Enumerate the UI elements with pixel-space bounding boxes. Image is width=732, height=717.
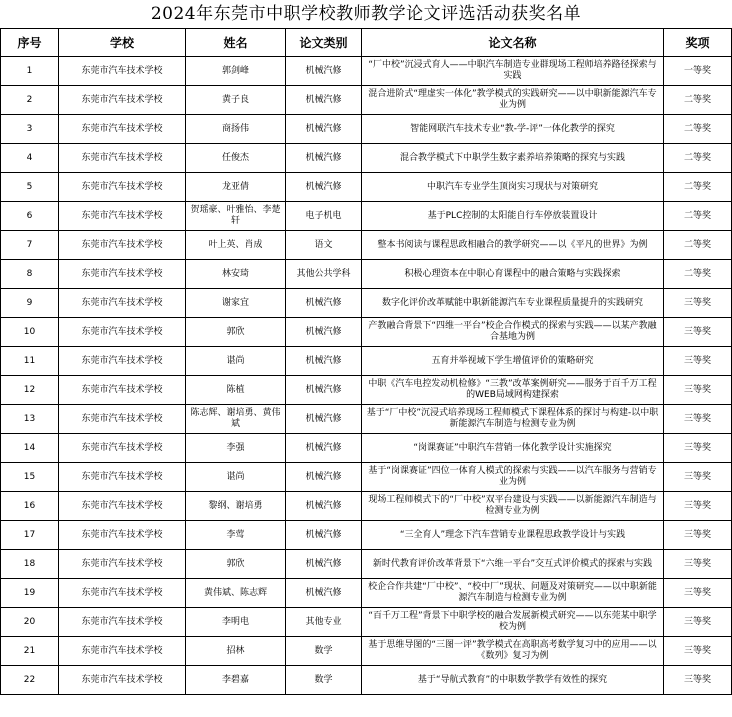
cell-no: 16 (1, 492, 59, 521)
table-row (1, 173, 732, 202)
cell-name: 龙亚倩 (186, 173, 286, 202)
cell-school: 东莞市汽车技术学校 (59, 231, 186, 260)
cell-no: 14 (1, 434, 59, 463)
cell-school: 东莞市汽车技术学校 (59, 608, 186, 637)
header-no: 序号 (1, 29, 59, 57)
cell-paper: “岗课赛证”中职汽车营销一体化教学设计实施探究 (362, 434, 664, 463)
cell-award: 三等奖 (664, 666, 732, 695)
table-header-row (1, 29, 732, 57)
cell-award: 三等奖 (664, 289, 732, 318)
cell-paper: 校企合作共建“厂中校”、“校中厂”现状、问题及对策研究——以中职新能源汽车制造与检测专业为例 (362, 579, 664, 608)
cell-no: 19 (1, 579, 59, 608)
cell-award: 二等奖 (664, 260, 732, 289)
cell-school: 东莞市汽车技术学校 (59, 57, 186, 86)
cell-paper: 现场工程师模式下的“厂中校”双平台建设与实践——以新能源汽车制造与检测专业为例 (362, 492, 664, 521)
table-row (1, 666, 732, 695)
cell-no: 9 (1, 289, 59, 318)
cell-category: 其他专业 (286, 608, 362, 637)
cell-name: 李莺 (186, 521, 286, 550)
table-row (1, 260, 732, 289)
cell-school: 东莞市汽车技术学校 (59, 637, 186, 666)
cell-school: 东莞市汽车技术学校 (59, 463, 186, 492)
cell-category: 机械汽修 (286, 463, 362, 492)
cell-award: 三等奖 (664, 347, 732, 376)
cell-school: 东莞市汽车技术学校 (59, 492, 186, 521)
cell-award: 三等奖 (664, 579, 732, 608)
cell-category: 数学 (286, 637, 362, 666)
cell-paper: 混合教学模式下中职学生数字素养培养策略的探究与实践 (362, 144, 664, 173)
cell-category: 数学 (286, 666, 362, 695)
cell-paper: 产教融合背景下“四维一平台”校企合作模式的探索与实践——以某产教融合基地为例 (362, 318, 664, 347)
table-row (1, 492, 732, 521)
cell-paper: 基于“厂中校”沉浸式培养现场工程师模式下课程体系的探讨与构建-以中职新能源汽车制造与检测专业为例 (362, 405, 664, 434)
cell-award: 二等奖 (664, 231, 732, 260)
cell-no: 10 (1, 318, 59, 347)
cell-no: 22 (1, 666, 59, 695)
header-award: 奖项 (664, 29, 732, 57)
cell-paper: 中职汽车专业学生顶岗实习现状与对策研究 (362, 173, 664, 202)
table-row (1, 463, 732, 492)
cell-award: 三等奖 (664, 376, 732, 405)
cell-category: 机械汽修 (286, 434, 362, 463)
cell-name: 黄伟斌、陈志辉 (186, 579, 286, 608)
cell-paper: 数字化评价改革赋能中职新能源汽车专业课程质量提升的实践研究 (362, 289, 664, 318)
table-row (1, 521, 732, 550)
header-paper: 论文名称 (362, 29, 664, 57)
cell-no: 20 (1, 608, 59, 637)
cell-name: 陈植 (186, 376, 286, 405)
cell-no: 5 (1, 173, 59, 202)
cell-award: 二等奖 (664, 202, 732, 231)
cell-no: 6 (1, 202, 59, 231)
cell-paper: 积极心理资本在中职心育课程中的融合策略与实践探索 (362, 260, 664, 289)
table-row (1, 318, 732, 347)
cell-school: 东莞市汽车技术学校 (59, 405, 186, 434)
cell-award: 二等奖 (664, 86, 732, 115)
cell-category: 机械汽修 (286, 492, 362, 521)
cell-paper: 基于思维导图的“三图一评”教学模式在高职高考数学复习中的应用——以《数列》复习为例 (362, 637, 664, 666)
header-school: 学校 (59, 29, 186, 57)
cell-school: 东莞市汽车技术学校 (59, 579, 186, 608)
cell-award: 三等奖 (664, 608, 732, 637)
cell-award: 三等奖 (664, 492, 732, 521)
cell-no: 8 (1, 260, 59, 289)
cell-category: 其他公共学科 (286, 260, 362, 289)
cell-category: 机械汽修 (286, 550, 362, 579)
cell-category: 语文 (286, 231, 362, 260)
cell-name: 林安琦 (186, 260, 286, 289)
cell-award: 二等奖 (664, 144, 732, 173)
cell-no: 17 (1, 521, 59, 550)
cell-award: 三等奖 (664, 434, 732, 463)
cell-paper: 新时代教育评价改革背景下“六维一平台”交互式评价模式的探索与实践 (362, 550, 664, 579)
cell-paper: 整本书阅读与课程思政相融合的教学研究——以《平凡的世界》为例 (362, 231, 664, 260)
cell-name: 李强 (186, 434, 286, 463)
cell-no: 2 (1, 86, 59, 115)
cell-school: 东莞市汽车技术学校 (59, 86, 186, 115)
cell-category: 机械汽修 (286, 57, 362, 86)
cell-name: 郭欣 (186, 550, 286, 579)
table-row (1, 376, 732, 405)
cell-school: 东莞市汽车技术学校 (59, 550, 186, 579)
table-body (1, 57, 732, 695)
cell-school: 东莞市汽车技术学校 (59, 521, 186, 550)
cell-name: 黎纲、谢培勇 (186, 492, 286, 521)
cell-no: 18 (1, 550, 59, 579)
cell-award: 三等奖 (664, 521, 732, 550)
cell-paper: 五育并举视域下学生增值评价的策略研究 (362, 347, 664, 376)
table-row (1, 57, 732, 86)
cell-category: 机械汽修 (286, 376, 362, 405)
cell-no: 21 (1, 637, 59, 666)
table-row (1, 289, 732, 318)
cell-category: 机械汽修 (286, 347, 362, 376)
cell-paper: 中职《汽车电控发动机检修》“三教”改革案例研究——服务于百千万工程的WEB局域网构建探索 (362, 376, 664, 405)
table-row (1, 86, 732, 115)
cell-no: 7 (1, 231, 59, 260)
cell-category: 电子机电 (286, 202, 362, 231)
cell-school: 东莞市汽车技术学校 (59, 376, 186, 405)
cell-no: 3 (1, 115, 59, 144)
cell-award: 二等奖 (664, 115, 732, 144)
cell-award: 三等奖 (664, 637, 732, 666)
cell-name: 谌尚 (186, 463, 286, 492)
cell-award: 三等奖 (664, 405, 732, 434)
cell-category: 机械汽修 (286, 173, 362, 202)
cell-category: 机械汽修 (286, 289, 362, 318)
cell-award: 三等奖 (664, 318, 732, 347)
award-table (0, 28, 732, 695)
cell-paper: “三全育人”理念下汽车营销专业课程思政教学设计与实践 (362, 521, 664, 550)
cell-no: 15 (1, 463, 59, 492)
cell-school: 东莞市汽车技术学校 (59, 115, 186, 144)
cell-school: 东莞市汽车技术学校 (59, 318, 186, 347)
cell-name: 叶上英、肖成 (186, 231, 286, 260)
table-row (1, 608, 732, 637)
cell-award: 三等奖 (664, 463, 732, 492)
cell-school: 东莞市汽车技术学校 (59, 260, 186, 289)
cell-name: 谢家宜 (186, 289, 286, 318)
cell-name: 陈志辉、谢培勇、黄伟斌 (186, 405, 286, 434)
cell-category: 机械汽修 (286, 521, 362, 550)
cell-name: 郭剑峰 (186, 57, 286, 86)
cell-name: 招林 (186, 637, 286, 666)
cell-name: 任俊杰 (186, 144, 286, 173)
cell-school: 东莞市汽车技术学校 (59, 434, 186, 463)
cell-no: 12 (1, 376, 59, 405)
cell-name: 李碧嘉 (186, 666, 286, 695)
cell-no: 4 (1, 144, 59, 173)
cell-name: 郭欣 (186, 318, 286, 347)
cell-award: 二等奖 (664, 173, 732, 202)
cell-category: 机械汽修 (286, 405, 362, 434)
cell-paper: 智能网联汽车技术专业“教-学-评”一体化教学的探究 (362, 115, 664, 144)
cell-school: 东莞市汽车技术学校 (59, 173, 186, 202)
table-row (1, 579, 732, 608)
cell-category: 机械汽修 (286, 318, 362, 347)
header-name: 姓名 (186, 29, 286, 57)
cell-school: 东莞市汽车技术学校 (59, 289, 186, 318)
cell-no: 11 (1, 347, 59, 376)
cell-paper: 基于PLC控制的太阳能自行车停放装置设计 (362, 202, 664, 231)
cell-paper: 基于“导航式教育”的中职数学教学有效性的探究 (362, 666, 664, 695)
cell-school: 东莞市汽车技术学校 (59, 144, 186, 173)
table-row (1, 550, 732, 579)
table-row (1, 347, 732, 376)
table-row (1, 144, 732, 173)
table-row (1, 202, 732, 231)
cell-school: 东莞市汽车技术学校 (59, 347, 186, 376)
table-row (1, 405, 732, 434)
cell-no: 1 (1, 57, 59, 86)
cell-award: 三等奖 (664, 550, 732, 579)
table-row (1, 115, 732, 144)
cell-name: 李明电 (186, 608, 286, 637)
table-row (1, 231, 732, 260)
cell-award: 一等奖 (664, 57, 732, 86)
cell-category: 机械汽修 (286, 86, 362, 115)
cell-category: 机械汽修 (286, 115, 362, 144)
cell-name: 谌尚 (186, 347, 286, 376)
document-title: 2024年东莞市中职学校教师教学论文评选活动获奖名单 (150, 4, 582, 24)
cell-paper: 基于“岗课赛证”四位一体育人模式的探索与实践——以汽车服务与营销专业为例 (362, 463, 664, 492)
table-row (1, 637, 732, 666)
cell-paper: 混合进阶式“理虚实一体化”教学模式的实践研究——以中职新能源汽车专业为例 (362, 86, 664, 115)
cell-school: 东莞市汽车技术学校 (59, 666, 186, 695)
cell-name: 黄子良 (186, 86, 286, 115)
cell-name: 商扬伟 (186, 115, 286, 144)
cell-no: 13 (1, 405, 59, 434)
cell-school: 东莞市汽车技术学校 (59, 202, 186, 231)
cell-category: 机械汽修 (286, 144, 362, 173)
header-category: 论文类别 (286, 29, 362, 57)
table-row (1, 434, 732, 463)
cell-name: 贺瑶豪、叶雅怡、李楚轩 (186, 202, 286, 231)
cell-paper: “厂中校”沉浸式育人——中职汽车制造专业群现场工程师培养路径探索与实践 (362, 57, 664, 86)
cell-category: 机械汽修 (286, 579, 362, 608)
cell-paper: “百千万工程”背景下中职学校的融合发展新模式研究——以东莞某中职学校为例 (362, 608, 664, 637)
